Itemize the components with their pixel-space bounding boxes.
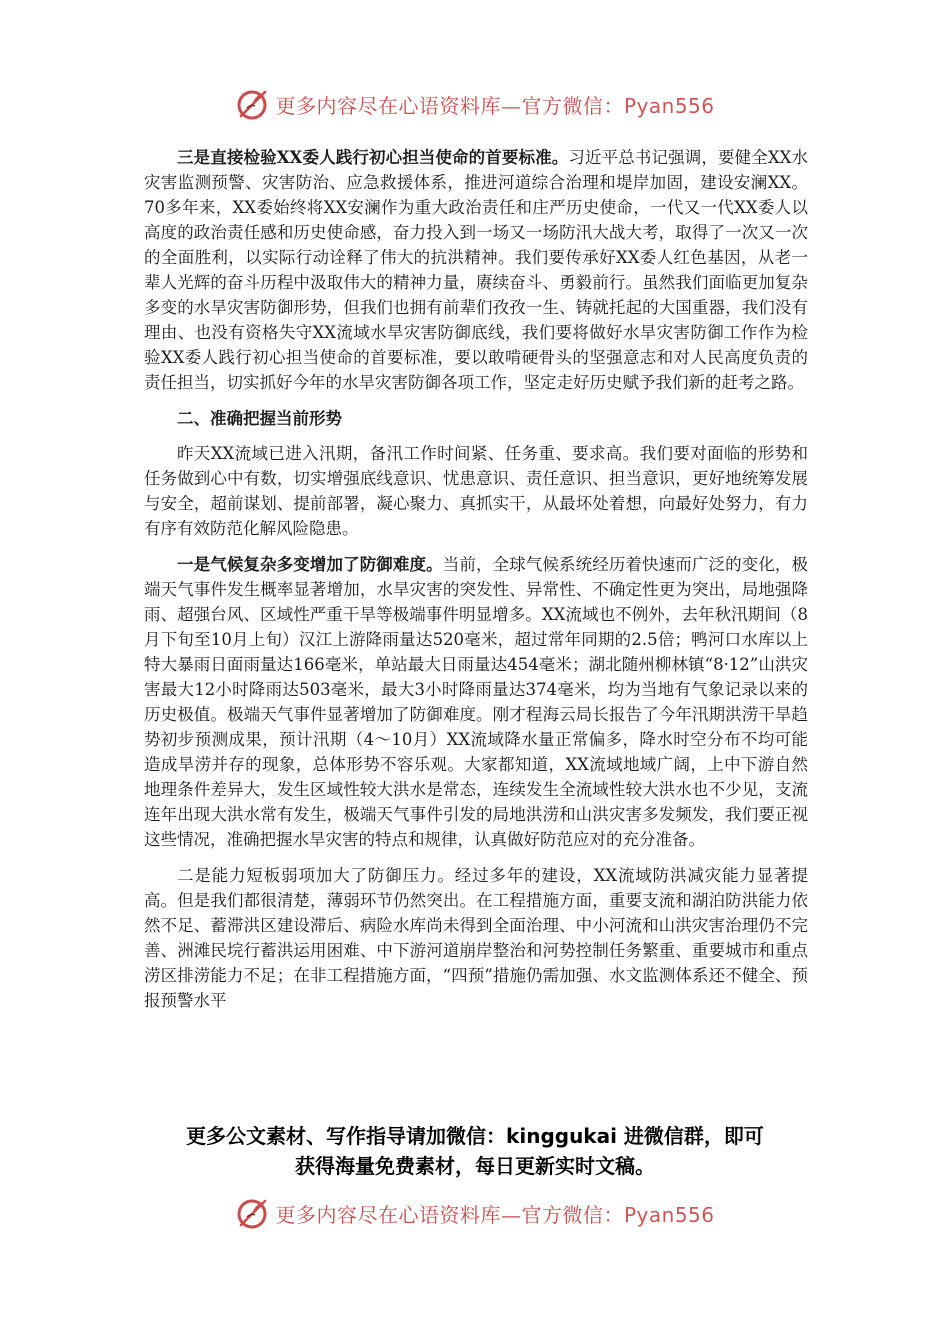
promo-notice [130,1121,820,1181]
watermark-text: 更多内容尽在心语资料库—官方微信：Pyan556 [275,93,715,118]
footer-watermark [0,1193,950,1233]
paragraph-standard: 三是直接检验XX委人践行初心担当使命的首要标准。习近平总书记强调，要健全XX水灾害监测预警、灾害防治、应急救援体系，推进河道综合治理和堤岸加固，建设安澜XX。70多年来，XX委始终将XX安澜作为重大政治责任和庄严历史使命，一代又一代XX委人以高度的政治责任感和历史使命感，奋力投入到一场又一场防汛大战大考，取得了一次又一次的全面胜利，以实际行动诠释了伟大的抗洪精神。我们要传承好XX委人红色基因，从老一辈人光辉的奋斗历程中汲取伟大的精神力量，赓续奋斗、勇毅前行。虽然我们面临更加复杂多变的水旱灾害防御形势，但我们也拥有前辈们孜孜一生、铸就托起的大国重器，我们没有理由、也没有资格失守XX流域水旱灾害防御底线，我们要将做好水旱灾害防御工作作为检验XX委人践行初心担当使命的首要标准，要以敢啃硬骨头的坚强意志和对人民高度负责的责任担当，切实抓好今年的水旱灾害防御各项工作，坚定走好历史赋予我们新的赶考之路。 [144,148,809,392]
document-body [144,145,808,1024]
watermark-text: 更多内容尽在心语资料库—官方微信：Pyan556 [275,1202,715,1227]
promo-line-1: 更多公文素材、写作指导请加微信：kinggukai 进微信群，即可 [186,1124,764,1148]
paragraph-capacity: 二是能力短板弱项加大了防御压力。经过多年的建设，XX流域防洪减灾能力显著提高。但是我们都很清楚，薄弱环节仍然突出。在工程措施方面，重要支流和湖泊防洪能力依然不足、蓄滞洪区建设滞后、病险水库尚未得到全面治理、中小河流和山洪灾害治理仍不完善、洲滩民垸行蓄洪运用困难、中下游河道崩岸整治和河势控制任务繁重、重要城市和重点涝区排涝能力不足；在非工程措施方面，“四预”措施仍需加强、水文监测体系还不健全、预报预警水平 [144,866,808,1010]
paragraph-situation: 昨天XX流域已进入汛期，备汛工作时间紧、任务重、要求高。我们要对面临的形势和任务做到心中有数，切实增强底线意识、忧患意识、责任意识、担当意识，更好地统筹发展与安全，超前谋划、提前部署，凝心聚力、真抓实干，从最坏处着想，向最好处努力，有力有序有效防范化解风险隐患。 [144,444,808,538]
promo-line-2: 获得海量免费素材，每日更新实时文稿。 [295,1154,655,1178]
section-heading: 二、准确把握当前形势 [177,409,342,428]
quill-logo-icon [235,86,271,122]
header-watermark [0,84,950,124]
paragraph-climate: 一是气候复杂多变增加了防御难度。当前，全球气候系统经历着快速而广泛的变化，极端天气事件发生概率显著增加，水旱灾害的突发性、异常性、不确定性更为突出，局地强降雨、超强台风、区域性严重干旱等极端事件明显增多。XX流域也不例外，去年秋汛期间（8月下旬至10月上旬）汉江上游降雨量达520毫米，超过常年同期的2.5倍；鸭河口水库以上特大暴雨日面雨量达166毫米，单站最大日雨量达454毫米；湖北随州柳林镇“8·12”山洪灾害最大12小时降雨达503毫米，最大3小时降雨量达374毫米，均为当地有气象记录以来的历史极值。极端天气事件显著增加了防御难度。刚才程海云局长报告了今年汛期洪涝干旱趋势初步预测成果，预计汛期（4～10月）XX流域降水量正常偏多，降水时空分布不均可能造成旱涝并存的现象，总体形势不容乐观。大家都知道，XX流域地域广阔，上中下游自然地理条件差异大，发生区域性较大洪水是常态，连续发生全流域性较大洪水也不少见，支流连年出现大洪水常有发生，极端天气事件引发的局地洪涝和山洪灾害多发频发，我们要正视这些情况，准确把握水旱灾害的特点和规律，认真做好防范应对的充分准备。 [144,555,809,849]
quill-logo-icon [235,1195,271,1231]
